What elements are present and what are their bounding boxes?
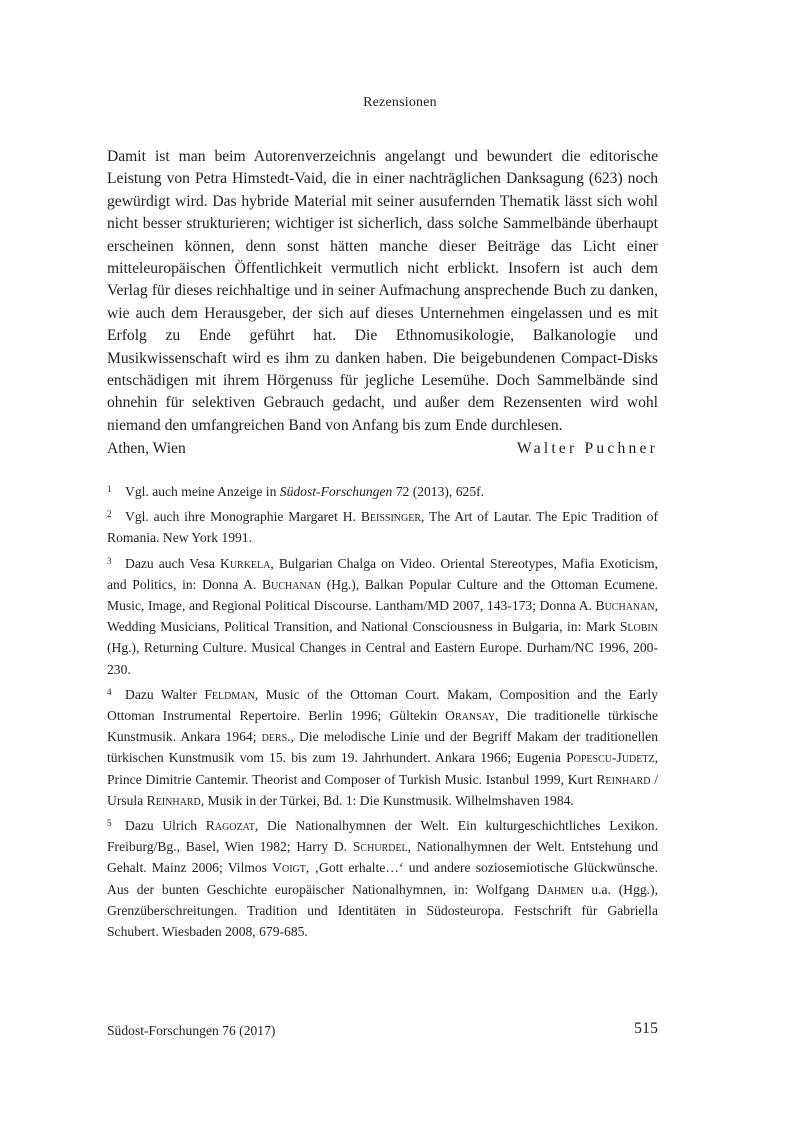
footnote-text: , Die traditionelle türkische Kunstmusik. Ankara 1964; (107, 708, 658, 745)
footnote-4 (107, 682, 658, 811)
footnote-text: Schurdel (352, 839, 408, 855)
footnote-text: Reinhard (146, 792, 201, 808)
footnote-text: , Wedding Musicians, Political Transition, and National Consciousness in Bulgaria, in: Mark (107, 598, 658, 635)
footnote-text: Popescu-Judetz (566, 750, 655, 766)
footnote-text: , ‚Gott erhalte…‘ und andere soziosemiotische Glückwünsche. Aus der bunten Geschichte europäischer Nationalhymnen, in: Wolfgang (107, 860, 658, 897)
footnote-text: Reinhard (596, 771, 651, 787)
body-paragraph: Damit ist man beim Autorenverzeichnis angelangt und bewundert die editorische Leistung von Petra Himstedt-Vaid, die in einer nachträglichen Danksagung (623) noch gewürdigt wird. Das hybride Material mit seiner ausufernden Thematik lässt sich wohl nicht besser strukturieren; wichtiger ist sicherlich, dass solche Sammelbände überhaupt erscheinen können, denn sonst hätten manche dieser Beiträge das Licht einer mitteleuropäischen Öffentlichkeit vermutlich nicht erblickt. Insofern ist auch dem Verlag für dieses reichhaltige und in seiner Aufmachung ansprechende Buch zu danken, wie auch dem Herausgeber, der sich auf dieses Unternehmen eingelassen und es mit Erfolg zu Ende geführt hat. Die Ethnomusikologie, Balkanologie und Musikwissenschaft wird es ihm zu danken haben. Die beigebundenen Compact-Disks entschädigen mit ihrem Hörgenuss für jegliche Lesemühe. Doch Sammelbände sind ohnehin für selektiven Gebrauch gedacht, und außer dem Rezensenten wird wohl niemand den umfangreichen Band von Anfang bis zum Ende durchlesen. (107, 148, 658, 434)
footnote-text: Ragozat (205, 818, 255, 834)
footnote-number: 4 (107, 686, 112, 697)
footnote-text: u.a. (Hgg.), Grenzüberschreitungen. Tradition und Identitäten in Südosteuropa. Festschrift für Gabriella Schubert. Wiesbaden 2008, 679-685. (107, 881, 659, 940)
footnote-text: , Nationalhymnen der Welt. Entstehung und Gehalt. Mainz 2006; Vilmos (107, 839, 659, 876)
footnote-text: Buchanan (262, 576, 322, 592)
footnotes (107, 479, 658, 944)
footnote-text: Voigt (272, 860, 306, 876)
footnote-number: 3 (107, 555, 112, 566)
footnote-text: Slobin (619, 619, 658, 635)
footnote-5 (107, 813, 658, 942)
footnote-text: Beissinger (360, 509, 421, 525)
footnote-number: 5 (107, 818, 112, 829)
footnote-1 (107, 479, 658, 502)
footnote-text: / Ursula (107, 771, 658, 808)
footnote-text: 72 (2013), 625f. (392, 484, 485, 499)
footnote-text: , The Art of Lautar. The Epic Tradition of Romania. New York 1991. (107, 509, 659, 546)
signature-place: Athen, Wien (107, 440, 186, 457)
footnote-text: Dahmen (537, 881, 584, 897)
footnote-text: ders. (261, 729, 291, 745)
footnote-text: , Die melodische Linie und der Begriff Makam der traditionellen türkischen Kunstmusik vom 15. bis zum 19. Jahrhundert. Ankara 1966; Eugenia (107, 729, 658, 766)
footer-journal-citation: Südost-Forschungen 76 (2017) (107, 1023, 276, 1038)
footnote-text: , Musik in der Türkei, Bd. 1: Die Kunstmusik. Wilhelmshaven 1984. (200, 792, 574, 808)
footnote-text: , Prince Dimitrie Cantemir. Theorist and Composer of Turkish Music. Istanbul 1999, Kurt (107, 750, 658, 787)
footnote-text: , Die Nationalhymnen der Welt. Ein kulturgeschichtliches Lexikon. Freiburg/Bg., Basel, Wien 1982; Harry D. (107, 818, 658, 855)
running-header: Rezensionen (363, 95, 437, 110)
footnote-text: Oransay (445, 708, 496, 724)
footnote-text: (Hg.), Returning Culture. Musical Changes in Central and Eastern Europe. Durham/NC 1996, 200-230. (107, 640, 658, 677)
footnote-text: Kurkela (220, 555, 271, 571)
footnote-number: 2 (107, 509, 112, 520)
footnote-text: , Music of the Ottoman Court. Makam, Composition and the Early Ottoman Instrumental Repertoire. Berlin 1996; Gültekin (107, 686, 659, 724)
footnote-text: , Bulgarian Chalga on Video. Oriental Stereotypes, Mafia Exoticism, and Politics, in: Donna A. (107, 555, 658, 592)
reviewer-name: Walter Puchner (517, 440, 658, 457)
footnote-text: Vgl. auch ihre Monographie Margaret H. (125, 509, 361, 525)
footnote-text: Dazu Walter (125, 686, 205, 702)
footnote-number: 1 (107, 484, 112, 494)
page-number: 515 (634, 1020, 658, 1037)
footnote-3 (107, 551, 658, 680)
footnote-text: (Hg.), Balkan Popular Culture and the Ottoman Ecumene. Music, Image, and Regional Political Discourse. Lantham/MD 2007, 143-173; Donna A. (107, 576, 658, 614)
footnote-text: Vgl. auch meine Anzeige in (125, 484, 280, 499)
footnote-2 (107, 504, 658, 548)
footnote-text: Dazu auch Vesa (125, 555, 220, 571)
footnote-text: Südost-Forschungen (279, 484, 393, 499)
footnote-text: Dazu Ulrich (125, 818, 206, 834)
footnote-text: Buchanan (595, 598, 655, 614)
footnote-text: Feldman (204, 686, 255, 702)
